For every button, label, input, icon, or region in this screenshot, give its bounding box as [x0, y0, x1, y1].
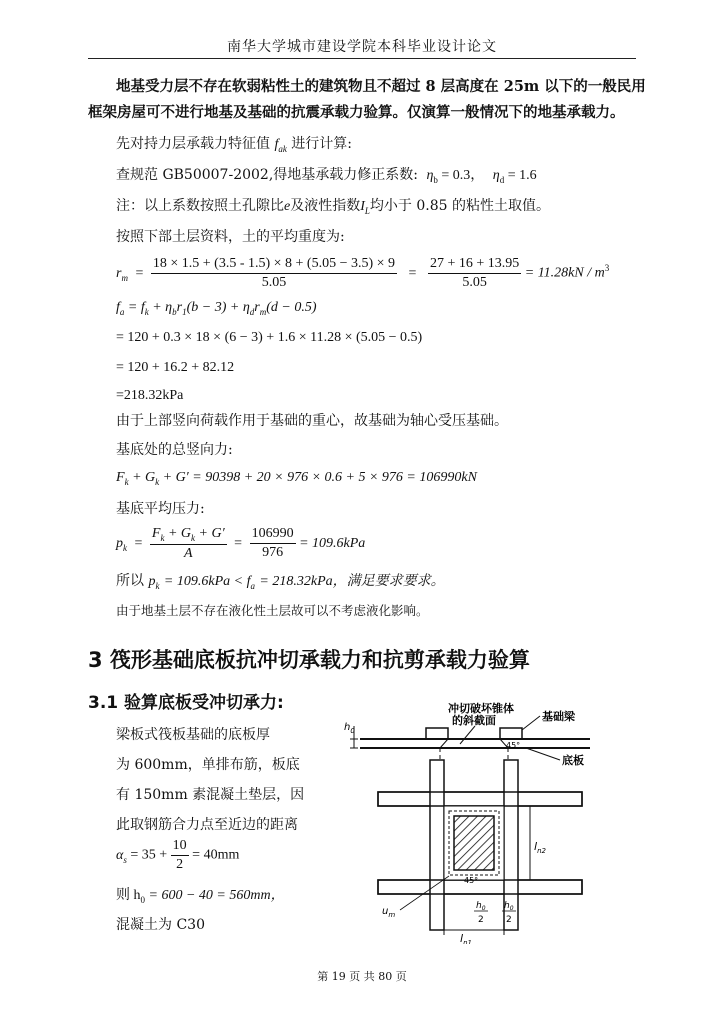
h0-line: 则 $h_0 = 600 - 40 = 560mm$，	[116, 888, 285, 905]
eta-b-val: = 0.3，	[441, 168, 485, 183]
h0-2-left: $h_0$	[476, 901, 486, 912]
paragraph-line-1: 地基受力层不存在软弱粘性土的建筑物且不超过 8 层高度在 25m 以下的一般民用	[116, 78, 646, 95]
alpha-den: 2	[176, 857, 184, 872]
cone-left	[440, 739, 448, 748]
pk-equation: $p_k$ = $\frac{F_k + G_k + G'}{A}$ = $\frac{106990}{976}$ = 109.6kPa	[116, 526, 366, 561]
rm-equation	[116, 256, 609, 291]
rm-result-sup: 3	[604, 263, 610, 274]
rm-eq-sign-2: =	[408, 265, 417, 281]
pk-result: = 109.6kPa	[299, 536, 366, 552]
ln2-label: $l_{n2}$	[534, 840, 546, 855]
note-c: 均小于 0.85 的粘性土取值。	[369, 198, 550, 214]
eta-b	[426, 168, 484, 183]
s3-body-3: 有 150mm 素混凝土垫层，因	[116, 787, 305, 803]
center-line: 由于上部竖向荷载作用于基础的重心，故基础为轴心受压基础。	[116, 413, 508, 429]
rm-frac-2	[428, 256, 521, 291]
code-line	[116, 166, 537, 189]
soil-line: 按照下部土层资料，土的平均重度为:	[116, 229, 345, 245]
fak-f: f	[274, 137, 279, 152]
page-footer: 第 19 页 共 80 页	[317, 970, 407, 983]
total-force-label: 基底处的总竖向力:	[116, 442, 233, 458]
cone-label: 冲切破坏锥体	[448, 702, 514, 715]
conclusion-a: 所以	[116, 573, 144, 589]
punching-area	[454, 816, 494, 870]
fa-l1-b: + η	[152, 300, 173, 315]
rm-frac-1	[151, 256, 397, 291]
conclusion-c: = 218.32kPa，满足要求要求。	[259, 574, 445, 589]
note-il-sub: L	[364, 205, 370, 216]
h0-eq: = 600 − 40 = 560mm，	[148, 888, 285, 903]
avg-pressure-label: 基底平均压力:	[116, 501, 205, 517]
rm-num2: 27 + 16 + 13.95	[428, 256, 521, 274]
pk-frac-1: $\frac{F_k + G_k + G'}{A}$	[151, 526, 225, 561]
section-view	[344, 701, 590, 767]
section-3-1-title: 3.1 验算底板受冲切承力:	[88, 693, 284, 713]
punching-shear-diagram	[330, 700, 620, 944]
beam-left	[426, 728, 448, 739]
alpha-equation: $\alpha_s = 35$ + $\frac{10}{2}$ = 40mm	[116, 838, 240, 872]
rm-lhs-r: r	[116, 265, 122, 281]
eta-b-sub: b	[433, 174, 438, 185]
angle-bottom-label: 45°	[464, 876, 479, 885]
fa-line-4: =218.32kPa	[116, 388, 184, 403]
code-line-text: 查规范 GB50007-2002,得地基承载力修正系数:	[116, 167, 418, 183]
fa-l1-e: r	[254, 300, 260, 315]
fa-l1-d: (b − 3) + η	[186, 300, 250, 315]
fa-line-1: $f_a = f_k + \eta_br_1(b - 3) + \eta_dr_m(d - 0.5)$	[116, 300, 317, 317]
rm-lhs-sub: m	[121, 272, 128, 283]
note-a: 注：以上系数按照土孔隙比	[116, 198, 284, 214]
calc-intro-text: 先对持力层承载力特征值	[116, 136, 270, 152]
fa-l1-f: (d − 0.5)	[266, 300, 317, 315]
fa-l1-c: r	[176, 300, 183, 315]
s3-body-4: 此取钢筋合力点至近边的距离	[116, 817, 298, 833]
h0-label: $h_0$	[344, 722, 355, 735]
eta-d-sym: η	[492, 168, 500, 183]
note-line	[116, 197, 550, 220]
beam-label: 基础梁	[542, 710, 575, 723]
alpha-frac	[171, 838, 189, 873]
alpha-num: 10	[171, 838, 189, 856]
um-label: $u_m$	[382, 906, 396, 919]
pk-num-rhs: 106990	[250, 526, 296, 544]
note-b: 及液性指数	[290, 198, 361, 214]
pk-den-a: A	[184, 545, 193, 561]
rm-result: = 11.28kN / m	[524, 265, 605, 281]
beam-right	[500, 728, 522, 739]
section-3-title: 3 筏形基础底板抗冲切承载力和抗剪承载力验算	[88, 648, 530, 672]
eta-b-sym: η	[426, 168, 434, 183]
fak-symbol	[274, 137, 286, 152]
rm-den1: 5.05	[261, 275, 287, 290]
pk-den-rhs: 976	[262, 545, 284, 561]
note-il: I	[360, 199, 365, 214]
angle-top-label: 45°	[506, 741, 521, 750]
page-header	[88, 36, 636, 59]
ln1-label: $l_{n1}$	[460, 932, 472, 944]
rm-eq-sign: =	[135, 265, 144, 281]
rm-den2: 5.05	[462, 275, 487, 290]
eta-d	[493, 168, 537, 183]
conclusion-line: 所以 $p_k = 109.6kPa < f_a = 218.32kPa$，满足要求要求。	[116, 573, 445, 591]
rm-lhs	[116, 266, 128, 281]
concrete-line: 混凝土为 C30	[116, 917, 205, 933]
h0-2-right-den: 2	[506, 915, 512, 925]
force-eq: = 90398 + 20 × 976 × 0.6 + 5 × 976 = 106990kN	[192, 470, 477, 485]
header-title: 南华大学城市建设学院本科毕业设计论文	[227, 39, 497, 55]
paragraph-line-2: 框架房屋可不进行地基及基础的抗震承载力验算。仅演算一般情况下的地基承载力。	[88, 104, 625, 121]
fa-line-3: = 120 + 16.2 + 82.12	[116, 360, 235, 375]
alpha-eq-a: = 35 +	[130, 847, 168, 863]
h0-2-left-den: 2	[478, 915, 484, 925]
plan-view	[378, 760, 582, 944]
eta-d-val: = 1.6	[507, 168, 537, 183]
fak-sub: ak	[278, 143, 287, 154]
calc-intro	[116, 135, 352, 158]
slab-label: 底板	[562, 754, 584, 767]
liquefaction-line: 由于地基土层不存在液化性土层故可以不考虑液化影响。	[116, 603, 429, 618]
force-equation: $F_k + G_k + G' = 90398 + 20 \times 976 \times 0.6 + 5 \times 976 = 106990kN$	[116, 470, 477, 487]
s3-body-1: 梁板式筏板基础的底板厚	[116, 727, 270, 743]
calc-intro-end: 进行计算:	[291, 136, 353, 152]
h0-line-a: 则 h	[116, 888, 141, 903]
pk-frac-2	[250, 526, 296, 561]
fa-line-2: = 120 + 0.3 × 18 × (6 − 3) + 1.6 × 11.28 × (5.05 − 0.5)	[116, 330, 423, 345]
rm-num1: 18 × 1.5 + (3.5 - 1.5) × 8 + (5.05 − 3.5) × 9	[151, 256, 397, 274]
fa-l1-a: = f	[127, 300, 145, 315]
conclusion-b: = 109.6kPa < f	[163, 574, 251, 589]
eta-d-sub: d	[499, 174, 505, 185]
note-e: e	[284, 199, 291, 214]
s3-body-2: 为 600mm，单排布筋，板底	[116, 757, 300, 773]
alpha-eq-b: = 40mm	[192, 847, 240, 863]
h0-2-right: $h_0$	[504, 901, 514, 912]
slope-label: 的斜截面	[452, 714, 496, 727]
